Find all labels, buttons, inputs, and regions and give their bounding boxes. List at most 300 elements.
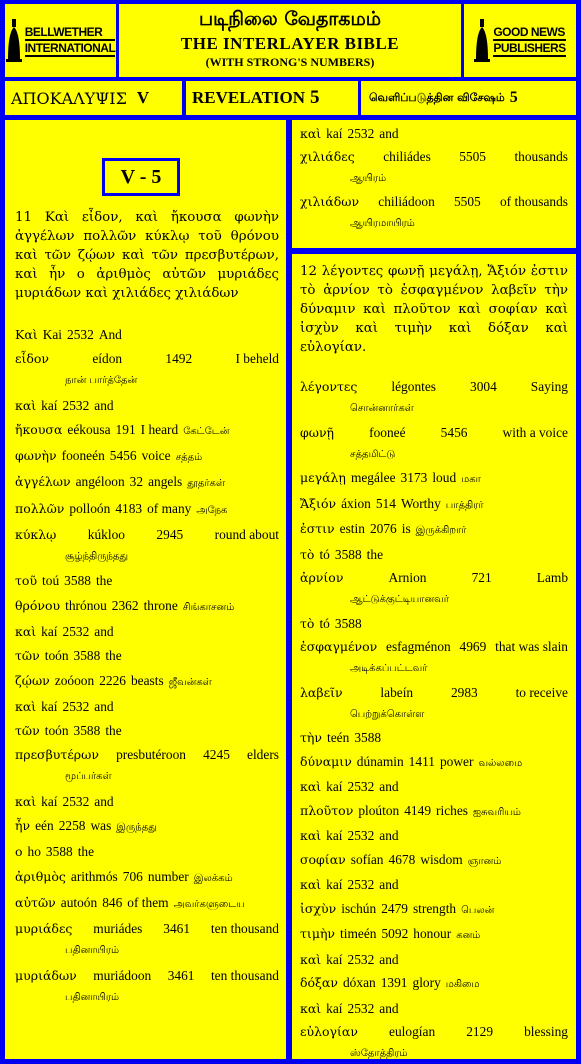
tamil-gloss: தூதர்கள் [187, 478, 225, 490]
english-gloss: of them [127, 894, 169, 910]
greek-word: αὐτῶν [15, 894, 56, 910]
interlinear-entry [15, 919, 279, 961]
english-gloss: number [147, 868, 189, 884]
book-tamil: வெளிப்படுத்தின விசேஷம் [369, 90, 505, 104]
greek-word: τιμὴν [300, 926, 336, 941]
transliteration: kaí [326, 828, 343, 843]
left-entry-list [15, 325, 279, 1008]
greek-word: ἀγγέλων [15, 474, 71, 490]
tamil-gloss: ஆயிரம் [350, 173, 387, 184]
english-gloss: was [90, 818, 112, 834]
transliteration: eékousa [67, 421, 111, 437]
tamil-gloss: பெலன் [461, 904, 495, 916]
tamil-gloss: சத்தமிட்டு [350, 448, 396, 460]
transliteration: toón [44, 648, 69, 664]
english-gloss: Lamb [536, 570, 569, 585]
greek-word: φωνὴν [15, 448, 57, 464]
interlinear-entry [300, 924, 568, 946]
tamil-gloss: ஆயிரமாயிரம் [350, 218, 415, 229]
interlinear-entry [15, 499, 279, 521]
transliteration: muriádes [93, 921, 143, 937]
greek-word: ἐστιν [300, 521, 335, 536]
english-gloss: and [94, 793, 114, 809]
strongs-number: 514 [375, 495, 396, 511]
english-gloss: Saying [530, 379, 568, 394]
right-top-entry-list [300, 124, 568, 234]
transliteration: légontes [391, 379, 437, 394]
tamil-gloss: ஞானம் [467, 855, 502, 867]
strongs-number: 2532 [67, 327, 94, 342]
transliteration: thrónou [65, 597, 107, 613]
english-gloss: and [379, 877, 399, 892]
tamil-gloss: அவர்களுடைய [173, 898, 245, 910]
transliteration: toú [42, 573, 60, 589]
transliteration: muriádoon [93, 967, 152, 983]
transliteration: áxion [341, 495, 371, 511]
greek-word: ο [15, 844, 23, 860]
strongs-number: 3461 [163, 921, 191, 937]
tamil-gloss: மகா [461, 474, 481, 485]
transliteration: chiliádes [383, 149, 431, 164]
strongs-number: 846 [102, 894, 123, 910]
interlinear-entry [15, 525, 279, 567]
greek-word: λέγοντες [300, 379, 358, 394]
transliteration: kaí [326, 951, 343, 967]
strongs-number: 2532 [62, 793, 90, 809]
interlinear-entry [15, 816, 279, 838]
interlinear-entry [300, 147, 568, 189]
transliteration: eén [35, 818, 54, 834]
tamil-gloss: மகிமை [445, 979, 480, 990]
strongs-number: 706 [122, 868, 143, 884]
greek-word: καὶ [300, 951, 322, 967]
english-gloss: thousands [514, 149, 569, 164]
transliteration: kaí [326, 877, 343, 892]
transliteration: timeén [340, 926, 377, 941]
chapter-label: V - 5 [102, 158, 180, 196]
book-greek-num: V [136, 88, 150, 107]
greek-word: Ἄξιόν [300, 495, 337, 511]
greek-word: καὶ [300, 126, 322, 141]
strongs-number: 4678 [388, 851, 416, 867]
strongs-number: 3004 [470, 379, 497, 394]
tamil-gloss: இருக்கிறார் [415, 525, 467, 536]
strongs-number: 191 [115, 421, 136, 437]
english-gloss: loud [432, 470, 457, 485]
transliteration: kaí [326, 126, 343, 141]
transliteration: kaí [41, 698, 58, 714]
transliteration: chiliádoon [378, 194, 435, 209]
transliteration: arithmós [70, 868, 118, 884]
greek-word: ἤκουσα [15, 421, 63, 437]
english-gloss: the [77, 844, 95, 860]
greek-word: καὶ [15, 397, 37, 413]
book-english-num: 5 [310, 87, 320, 108]
greek-word: σοφίαν [300, 851, 346, 867]
tamil-gloss: அநேக [196, 504, 228, 516]
english-gloss: the [105, 723, 122, 739]
english-gloss: the [105, 648, 122, 664]
interlinear-entry [15, 893, 279, 915]
interlinear-entry [300, 899, 568, 921]
interlinear-entry [15, 349, 279, 391]
interlinear-entry [300, 950, 568, 970]
strongs-number: 721 [471, 570, 492, 585]
strongs-number: 2945 [156, 527, 184, 543]
english-gloss: round about [214, 527, 279, 543]
logo-left-line2: INTERNATIONAL [24, 40, 116, 55]
strongs-number: 5456 [440, 424, 468, 440]
tamil-gloss: அடிக்கப்பட்டவர் [350, 663, 428, 674]
greek-word: ἀρνίον [300, 570, 344, 585]
interlinear-entry [15, 671, 279, 693]
greek-word: φωνῇ [300, 424, 335, 440]
tamil-gloss: நான் பார்த்தேன் [65, 375, 138, 387]
transliteration: tó [319, 615, 330, 631]
strongs-number: 3588 [64, 573, 91, 589]
greek-word: δόξαν [300, 975, 338, 990]
transliteration: labeín [380, 684, 414, 700]
transliteration: angéloon [75, 474, 125, 490]
interlinear-entry [300, 728, 568, 748]
strongs-number: 3588 [73, 648, 101, 664]
strongs-number: 2532 [347, 877, 375, 892]
transliteration: dúnamin [356, 753, 404, 769]
greek-word: καὶ [300, 779, 322, 794]
greek-word: καὶ [15, 698, 37, 714]
english-gloss: glory [412, 975, 441, 990]
strongs-number: 3588 [334, 615, 362, 631]
transliteration: tó [319, 546, 330, 562]
strongs-number: 3588 [73, 723, 101, 739]
book-tamil-num: 5 [509, 89, 518, 106]
transliteration: Kai [42, 327, 63, 342]
strongs-number: 2532 [347, 828, 375, 843]
strongs-number: 4245 [203, 747, 230, 763]
title-english: THE INTERLAYER BIBLE [180, 34, 400, 53]
interlinear-entry [15, 697, 279, 717]
tamil-gloss: சொன்னார்கள் [350, 403, 414, 414]
transliteration: kaí [41, 623, 58, 639]
greek-word: πλοῦτον [300, 802, 354, 818]
interlinear-entry [300, 683, 568, 725]
interlinear-entry [300, 777, 568, 797]
strongs-number: 1492 [165, 351, 193, 367]
english-gloss: and [379, 779, 399, 794]
strongs-number: 4969 [459, 639, 487, 654]
greek-word: ἐσφαγμένον [300, 639, 378, 654]
interlinear-entry [300, 801, 568, 823]
strongs-number: 3173 [400, 470, 428, 485]
tamil-gloss: பெற்றுக்கொள்ள [350, 708, 425, 720]
interlinear-entry [300, 826, 568, 846]
transliteration: dóxan [342, 975, 376, 990]
book-greek: ΑΠΟΚΑΛΥΨΙΣ [11, 88, 127, 108]
tamil-gloss: மூப்பர்கள் [65, 771, 112, 783]
logo-right-line1: GOOD NEWS [493, 24, 565, 39]
english-gloss: honour [413, 926, 452, 941]
strongs-number: 2532 [62, 623, 90, 639]
interlinear-entry [300, 1022, 568, 1059]
english-gloss: of many [147, 500, 192, 516]
transliteration: zoóoon [54, 672, 95, 688]
strongs-number: 2532 [347, 1000, 375, 1016]
interlinear-entry [300, 850, 568, 872]
interlinear-entry [300, 999, 568, 1019]
strongs-number: 2129 [466, 1024, 494, 1039]
english-gloss: and [379, 828, 399, 843]
transliteration: teén [327, 730, 350, 745]
strongs-number: 2532 [62, 397, 90, 413]
strongs-number: 4183 [115, 500, 143, 516]
greek-word: δύναμιν [300, 753, 352, 769]
english-gloss: to receive [515, 684, 568, 700]
strongs-number: 2532 [347, 951, 375, 967]
english-gloss: ten thousand [210, 921, 279, 937]
english-gloss: is [401, 521, 411, 536]
tamil-gloss: சிங்காசனம் [182, 601, 235, 613]
transliteration: kaí [326, 1000, 343, 1016]
interlinear-entry [15, 745, 279, 787]
book-english-box [186, 81, 358, 115]
tamil-gloss: இலக்கம் [193, 872, 233, 884]
greek-word: Καὶ [15, 327, 38, 342]
transliteration: presbutéroon [116, 747, 186, 763]
greek-word: μυριάδων [15, 967, 77, 983]
strongs-number: 32 [129, 474, 144, 490]
left-column [5, 120, 286, 1059]
english-gloss: the [366, 546, 384, 562]
transliteration: eulogían [389, 1024, 436, 1039]
greek-word: τὸ [300, 546, 315, 562]
interlinear-entry [300, 519, 568, 541]
strongs-number: 2362 [111, 597, 139, 613]
greek-word: ζῴων [15, 672, 50, 688]
transliteration: kaí [326, 779, 343, 794]
interlinear-entry [300, 973, 568, 995]
strongs-number: 5456 [109, 448, 137, 464]
transliteration: eídon [92, 351, 123, 367]
tamil-gloss: கனம் [456, 930, 481, 941]
greek-word: κύκλῳ [15, 527, 57, 543]
english-gloss: And [98, 327, 122, 342]
transliteration: autoón [60, 894, 98, 910]
tamil-gloss: இருந்தது [116, 822, 157, 834]
transliteration: ploúton [358, 802, 400, 818]
interlinear-entry [300, 568, 568, 610]
greek-word: ἀριθμὸς [15, 868, 66, 884]
interlinear-entry [15, 420, 279, 442]
right-top-column [292, 120, 576, 248]
tamil-gloss: ஸ்தோத்திரம் [350, 1048, 408, 1059]
english-gloss: Worthy [400, 495, 441, 511]
english-gloss: riches [436, 802, 468, 818]
logo-left-line1: BELLWETHER [25, 25, 116, 41]
english-gloss: that was slain [495, 639, 568, 654]
english-gloss: power [439, 753, 474, 769]
transliteration: polloón [69, 500, 111, 516]
interlinear-entry [15, 622, 279, 642]
right-bottom-column [292, 254, 576, 1059]
strongs-number: 5505 [459, 149, 486, 164]
english-gloss: blessing [524, 1024, 569, 1039]
strongs-number: 5092 [381, 926, 409, 941]
strongs-number: 5505 [453, 194, 481, 209]
logo-right-line2: PUBLISHERS [493, 40, 566, 55]
english-gloss: angels [148, 474, 183, 490]
greek-word: ἦν [15, 818, 31, 834]
interlinear-entry [300, 545, 568, 565]
greek-word: καὶ [15, 623, 37, 639]
transliteration: estin [339, 521, 365, 536]
english-gloss: throne [143, 597, 178, 613]
interlinear-entry [300, 124, 568, 144]
interlinear-entry [300, 614, 568, 634]
transliteration: sofían [350, 851, 384, 867]
greek-word: πολλῶν [15, 500, 65, 516]
greek-word: χιλιάδων [300, 194, 360, 209]
greek-word: ἰσχὺν [300, 900, 337, 916]
greek-word: τῶν [15, 723, 40, 739]
strongs-number: 2983 [450, 684, 478, 700]
strongs-number: 2258 [58, 818, 86, 834]
greek-word: καὶ [15, 793, 37, 809]
strongs-number: 2532 [347, 126, 375, 141]
strongs-number: 3588 [334, 546, 362, 562]
transliteration: kúkloo [87, 527, 125, 543]
interlinear-entry [15, 571, 279, 591]
bell-icon [6, 19, 22, 63]
strongs-number: 3588 [354, 730, 382, 745]
interlinear-entry [15, 325, 279, 345]
interlinear-entry [300, 875, 568, 895]
interlinear-entry [300, 494, 568, 516]
transliteration: ho [27, 844, 41, 860]
english-gloss: I beheld [235, 351, 279, 367]
greek-word: θρόνου [15, 597, 61, 613]
title-tamil: படிநிலை வேதாகமம் [198, 8, 382, 30]
book-greek-box [5, 81, 182, 115]
interlinear-entry [15, 842, 279, 862]
english-gloss: voice [141, 448, 171, 464]
strongs-number: 1411 [408, 753, 435, 769]
greek-word: τὴν [300, 730, 323, 745]
english-gloss: the [95, 573, 113, 589]
greek-word: τοῦ [15, 573, 38, 589]
tamil-gloss: ஐசுவரியம் [473, 806, 521, 818]
interlinear-entry [15, 646, 279, 666]
transliteration: Arnion [388, 570, 427, 585]
tamil-gloss: பதினாயிரம் [65, 991, 120, 1003]
english-gloss: wisdom [420, 851, 463, 867]
tamil-gloss: சத்தம் [175, 452, 203, 464]
strongs-number: 2479 [381, 900, 408, 916]
transliteration: kaí [41, 397, 58, 413]
interlinear-entry [15, 596, 279, 618]
greek-word: πρεσβυτέρων [15, 747, 99, 763]
english-gloss: and [379, 951, 399, 967]
strongs-number: 2532 [62, 698, 90, 714]
english-gloss: I heard [140, 421, 179, 437]
english-gloss: beasts [130, 672, 164, 688]
interlinear-entry [300, 423, 568, 465]
english-gloss: strength [412, 900, 457, 916]
greek-word: καὶ [300, 828, 322, 843]
greek-word: τὸ [300, 615, 315, 631]
english-gloss: and [94, 623, 114, 639]
interlinear-entry [300, 752, 568, 774]
transliteration: kaí [41, 793, 58, 809]
verse-12-text: 12 λέγοντες φωνῇ μεγάλῃ, Ἄξιόν ἐστιν τὸ ἀρνίον τὸ ἐσφαγμένον λαβεῖν τὴν δύναμιν καὶ πλοῦτον καὶ σοφίαν καὶ ἰσχὺν καὶ τιμὴν καὶ δόξαν καὶ εὐλογίαν. [300, 264, 568, 355]
greek-word: χιλιάδες [300, 149, 355, 164]
transliteration: toón [44, 723, 69, 739]
interlinear-entry [15, 792, 279, 812]
interlinear-entry [300, 468, 568, 490]
verse-11-text: 11 Καὶ εἶδον, καὶ ἤκουσα φωνὴν ἀγγέλων πολλῶν κύκλῳ τοῦ θρόνου καὶ τῶν ζῴων καὶ τῶν πρεσβυτέρων, καὶ ἦν ο ἀριθμὸς αὐτῶν μυριάδες μυριάδων καὶ χιλιάδες χιλιάδων [15, 210, 279, 301]
title-subtitle: (WITH STRONG'S NUMBERS) [205, 55, 375, 69]
greek-word: μυριάδες [15, 921, 73, 937]
tamil-gloss: ஆட்டுக்குட்டியானவர் [350, 594, 449, 605]
interlinear-entry [15, 721, 279, 741]
tamil-gloss: ஜீவன்கள் [168, 676, 212, 688]
interlinear-entry [15, 472, 279, 494]
transliteration: fooneén [61, 448, 105, 464]
strongs-number: 2226 [99, 672, 126, 688]
strongs-number: 4149 [404, 802, 432, 818]
strongs-number: 2532 [347, 779, 375, 794]
strongs-number: 2076 [369, 521, 397, 536]
interlinear-entry [300, 377, 568, 419]
tamil-gloss: சூழ்ந்திருந்தது [65, 551, 129, 563]
interlinear-entry [15, 446, 279, 468]
interlinear-entry [300, 192, 568, 234]
greek-word: εἶδον [15, 351, 50, 367]
tamil-gloss: பாத்திரர் [445, 499, 484, 511]
book-tamil-box [361, 81, 576, 115]
good-news-logo [464, 4, 576, 77]
strongs-number: 3461 [167, 967, 195, 983]
interlinear-entry [300, 637, 568, 679]
greek-word: τῶν [15, 648, 40, 664]
strongs-number: 3588 [45, 844, 73, 860]
interlinear-entry [15, 396, 279, 416]
english-gloss: elders [247, 747, 279, 763]
bell-icon [474, 19, 490, 63]
greek-word: λαβεῖν [300, 684, 343, 700]
title-block [119, 4, 461, 77]
strongs-number: 1391 [380, 975, 408, 990]
english-gloss: and [379, 1000, 399, 1016]
greek-word: μεγάλῃ [300, 470, 346, 485]
transliteration: fooneé [369, 424, 406, 440]
tamil-gloss: பதினாயிரம் [65, 945, 120, 957]
english-gloss: ten thousand [210, 967, 279, 983]
interlinear-entry [15, 966, 279, 1008]
greek-word: καὶ [300, 877, 322, 892]
transliteration: esfagménon [386, 639, 451, 654]
bellwether-logo [5, 4, 116, 77]
tamil-gloss: கேட்டேன் [183, 425, 230, 437]
english-gloss: and [94, 698, 114, 714]
greek-word: καὶ [300, 1000, 322, 1016]
right-bottom-entry-list [300, 377, 568, 1059]
tamil-gloss: வல்லமை [478, 757, 523, 769]
english-gloss: and [94, 397, 114, 413]
english-gloss: and [379, 126, 399, 141]
greek-word: εὐλογίαν [300, 1024, 358, 1039]
english-gloss: of thousands [499, 194, 569, 209]
english-gloss: with a voice [502, 424, 568, 440]
